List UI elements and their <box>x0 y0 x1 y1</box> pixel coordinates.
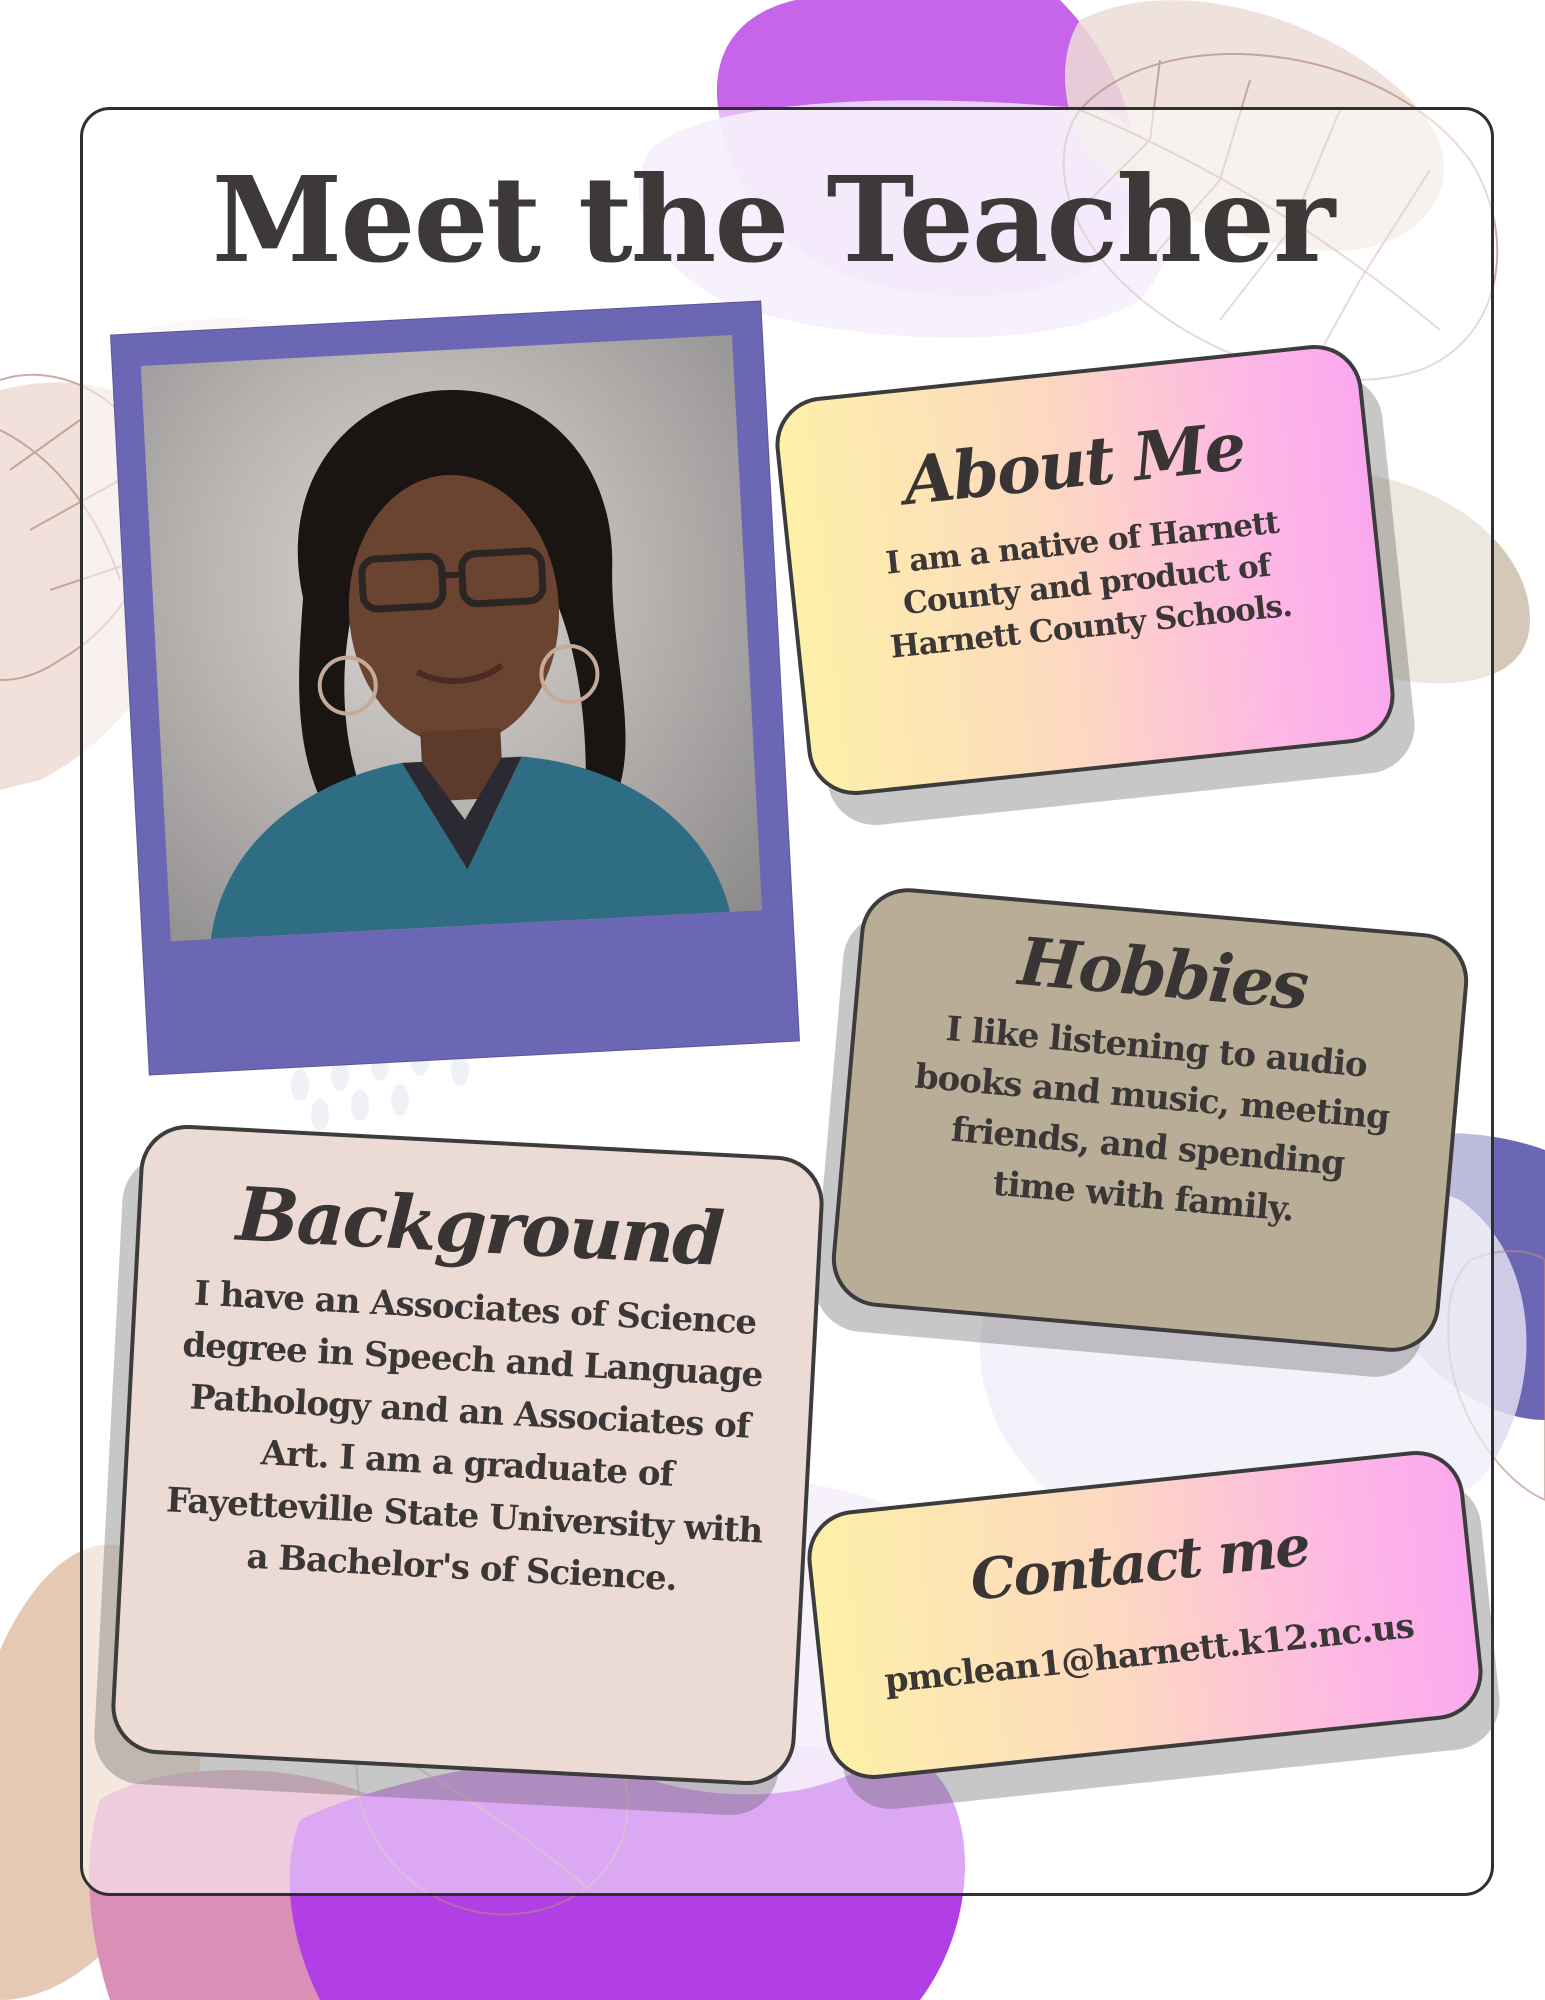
hobbies-heading: Hobbies <box>1015 922 1311 1026</box>
contact-heading: Contact me <box>967 1512 1312 1614</box>
hobbies-card <box>828 884 1472 1356</box>
about-heading: About Me <box>899 406 1248 521</box>
about-text: I am a native of Harnett County and product of Harnett County Schools. <box>884 504 1294 666</box>
contact-email[interactable]: pmclean1@harnett.k12.nc.us <box>882 1606 1416 1702</box>
background-text: I have an Associates of Science degree in Speech and Language Pathology and an Associates of Art. I am a graduate of Fayetteville State University with a Bachelor's of Science. <box>165 1273 764 1600</box>
page-title: Meet the Teacher <box>211 150 1334 289</box>
hobbies-text: I like listening to audio books and music, meeting friends, and spending time with family. <box>913 1008 1391 1230</box>
portrait-photo <box>141 335 762 941</box>
teacher-photo <box>141 335 762 941</box>
photo-frame <box>111 301 799 1074</box>
background-card <box>109 1123 826 1788</box>
about-card <box>771 340 1400 799</box>
background-heading: Background <box>234 1171 725 1283</box>
